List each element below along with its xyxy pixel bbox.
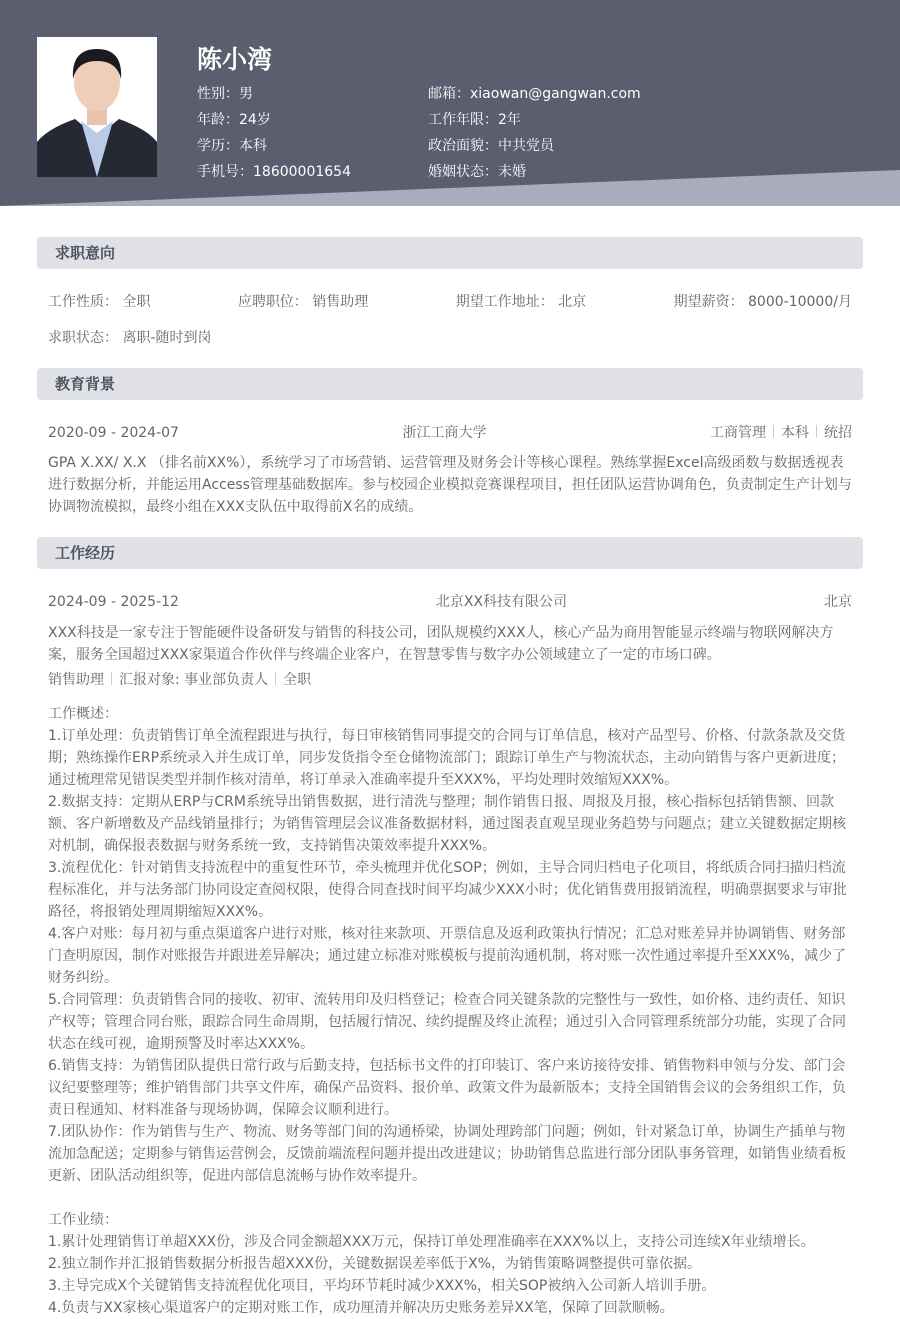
intent-content [0, 269, 900, 349]
work-city: 北京 [823, 594, 852, 610]
overview-label: 工作概述： [48, 706, 118, 722]
section-title-education: 教育背景 [37, 368, 863, 400]
profile-photo [37, 37, 157, 177]
age: 年龄：24岁 [197, 112, 271, 128]
overview-item: 3.流程优化：针对销售支持流程中的重复性环节，牵头梳理并优化SOP；例如，主导合同归档电子化项目，将纸质合同扫描归档流程标准化，并与法务部门协同设定查阅权限，使得合同查找时间平均减少XXX小时；优化销售费用报销流程，明确票据要求与审批路径，将报销处理周期缩短XXX%。 [48, 860, 847, 920]
work-date: 2024-09 - 2025-12 [48, 594, 179, 610]
enrollment-type: 统招 [823, 425, 852, 441]
marital-status: 婚姻状态：未婚 [428, 164, 526, 180]
email: 邮箱：xiaowan@gangwan.com [428, 86, 641, 102]
overview-item: 6.销售支持：为销售团队提供日常行政与后勤支持，包括标书文件的打印装订、客户来访接待安排、销售物料申领与分发、部门会议纪要整理等；维护销售部门共享文件库，确保产品资料、报价单、政策文件为最新版本；支持全国销售会议的会务组织工作，负责日程通知、材料准备与现场协调，保障会议顺利进行。 [48, 1058, 846, 1118]
job-position: 应聘职位： 销售助理 [237, 294, 369, 310]
education-date: 2020-09 - 2024-07 [48, 425, 179, 441]
candidate-name: 陈小湾 [197, 45, 273, 74]
education-content [0, 400, 900, 518]
job-title: 销售助理 [48, 672, 104, 688]
report-to: 汇报对象: 事业部负责人 [119, 672, 269, 688]
job-type: 工作性质： 全职 [48, 294, 151, 310]
job-status: 求职状态： 离职-随时到岗 [48, 330, 212, 346]
company-description: XXX科技是一家专注于智能硬件设备研发与销售的科技公司，团队规模约XXX人，核心产品为商用智能显示终端与物联网解决方案，服务全国超过XXX家渠道合作伙伴与终端企业客户，在智慧零售与数字办公领域建立了一定的市场口碑。 [48, 625, 834, 663]
major: 工商管理 [709, 425, 766, 441]
work-tags [48, 669, 852, 691]
degree: 本科 [780, 425, 809, 441]
overview-item: 2.数据支持：定期从ERP与CRM系统导出销售数据，进行清洗与整理；制作销售日报、周报及月报，核心指标包括销售额、回款额、客户新增数及产品线销量排行；为销售管理层会议准备数据材料，通过图表直观呈现业务趋势与问题点；建立关键数据定期核对机制，确保报表数据与财务系统一致，支持销售决策效率提升XXX%。 [48, 794, 846, 854]
basic-info-right [428, 81, 641, 185]
school-name: 浙江工商大学 [402, 425, 487, 441]
education-tags [710, 422, 852, 444]
company-name: 北京XX科技有限公司 [435, 594, 568, 610]
basic-info-left [197, 81, 351, 185]
result-item: 1.累计处理销售订单超XXX份，涉及合同金额超XXX万元，保持订单处理准确率在XXX%以上，支持公司连续X年业绩增长。 [48, 1234, 815, 1250]
overview-item: 5.合同管理：负责销售合同的接收、初审、流转用印及归档登记；检查合同关键条款的完整性与一致性，如价格、违约责任、知识产权等；管理合同台账，跟踪合同生命周期，包括履行情况、续约提醒及终止流程；通过引入合同管理系统部分功能，实现了合同状态在线可视，逾期预警及时率达XXX%。 [48, 992, 846, 1052]
phone: 手机号：18600001654 [197, 164, 351, 180]
overview-item: 4.客户对账：每月初与重点渠道客户进行对账，核对往来款项、开票信息及返利政策执行情况；汇总对账差异并协调销售、财务部门查明原因，制作对账报告并跟进差异解决；通过建立标准对账模板与提前沟通机制，将对账一次性通过率提升至XXX%，减少了财务纠纷。 [48, 926, 847, 986]
work-content [0, 569, 900, 1319]
education-description: GPA X.XX/ X.X （排名前XX%），系统学习了市场营销、运营管理及财务会计等核心课程。熟练掌握Excel高级函数与数据透视表进行数据分析，并能运用Access管理基础数据库。参与校园企业模拟竞赛课程项目，担任团队运营协调角色，负责制定生产计划与协调物流模拟，最终小组在XXX支队伍中取得前X名的成绩。 [48, 455, 852, 515]
job-location: 期望工作地址： 北京 [455, 294, 587, 310]
section-title-intent: 求职意向 [37, 237, 863, 269]
education-level: 学历：本科 [197, 138, 267, 154]
employment-type: 全职 [283, 672, 312, 688]
overview-item: 7.团队协作：作为销售与生产、物流、财务等部门间的沟通桥梁，协调处理跨部门问题；例如，针对紧急订单，协调生产插单与物流加急配送；定期参与销售运营例会，反馈前端流程问题并提出改进建议；协助销售总监进行部分团队事务管理，如销售业绩看板更新、团队活动组织等，促进内部信息流畅与协作效率提升。 [48, 1124, 846, 1184]
overview-item: 1.订单处理：负责销售订单全流程跟进与执行，每日审核销售同事提交的合同与订单信息，核对产品型号、价格、付款条款及交货期；熟练操作ERP系统录入并生成订单，同步发货指令至仓储物流部门；跟踪订单生产与物流状态，主动向销售与客户更新进度；通过梳理常见错误类型并制作核对清单，将订单录入准确率提升至XXX%，平均处理时效缩短XXX%。 [48, 728, 846, 788]
section-title-work: 工作经历 [37, 537, 863, 569]
job-salary: 期望薪资： 8000-10000/月 [673, 294, 852, 310]
gender: 性别：男 [197, 86, 253, 102]
resume-header [0, 0, 900, 206]
political-status: 政治面貌：中共党员 [428, 138, 554, 154]
work-years: 工作年限：2年 [428, 112, 521, 128]
results-label: 工作业绩： [48, 1212, 118, 1228]
result-item: 4.负责与XX家核心渠道客户的定期对账工作，成功厘清并解决历史账务差异XX笔，保障了回款顺畅。 [48, 1300, 674, 1316]
result-item: 3.主导完成X个关键销售支持流程优化项目，平均环节耗时减少XXX%，相关SOP被纳入公司新人培训手册。 [48, 1278, 716, 1294]
result-item: 2.独立制作并汇报销售数据分析报告超XXX份，关键数据误差率低于X%，为销售策略调整提供可靠依据。 [48, 1256, 702, 1272]
